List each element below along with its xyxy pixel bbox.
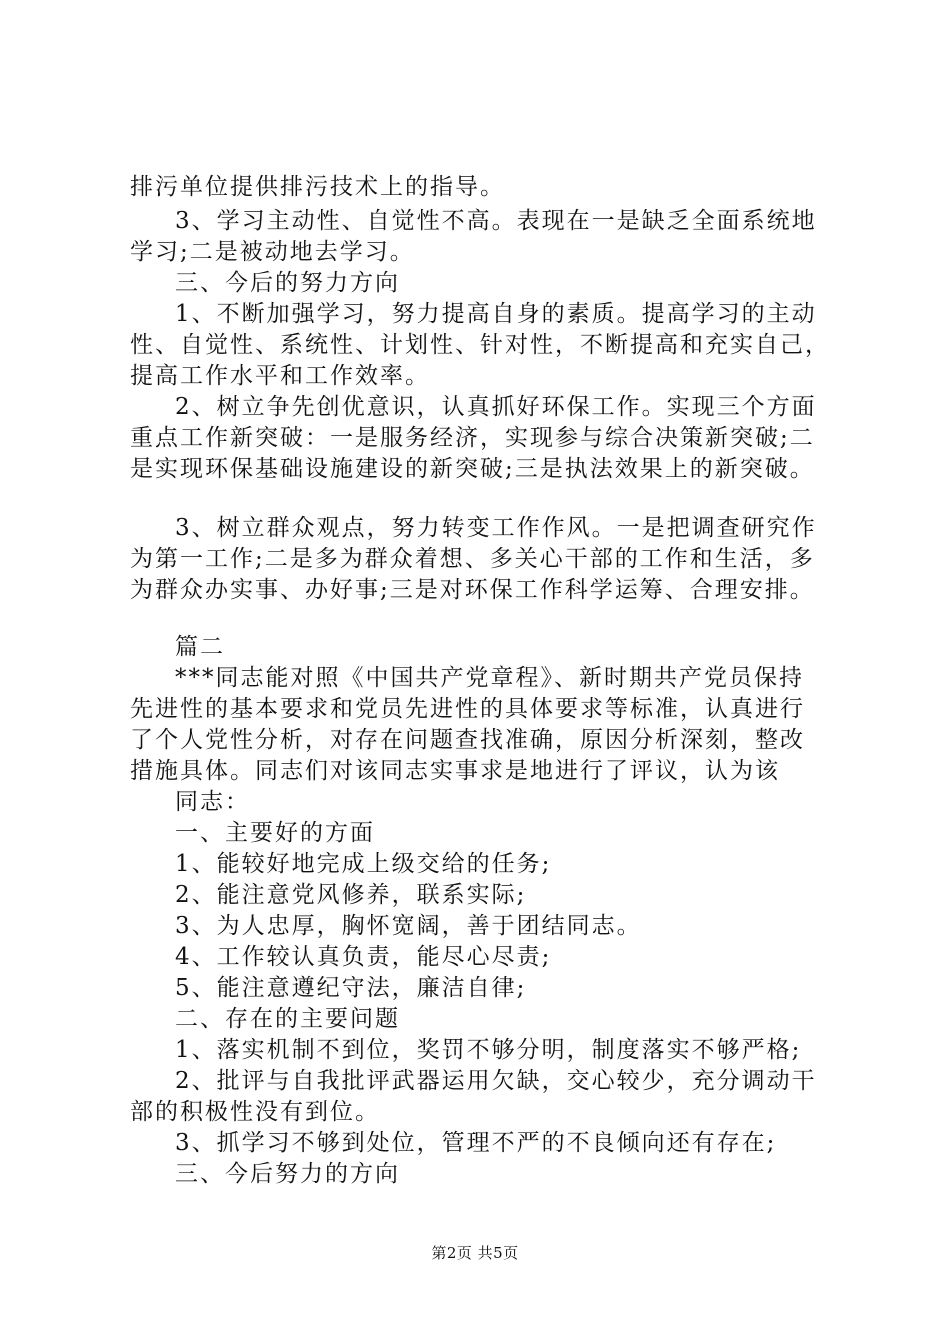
- text-line: 1、不断加强学习，努力提高自身的素质。提高学习的主动: [175, 301, 817, 327]
- text-line: ***同志能对照《中国共产党章程》、新时期共产党员保持: [175, 665, 804, 691]
- list-item: 1、落实机制不到位，奖罚不够分明，制度落实不够严格;: [175, 1037, 802, 1063]
- text-line: 排污单位提供排污技术上的指导。: [130, 174, 505, 200]
- text-line: 为第一工作;二是多为群众着想、多关心干部的工作和生活，多: [130, 546, 815, 572]
- text-line: 3、树立群众观点，努力转变工作作风。一是把调查研究作: [175, 515, 817, 541]
- text-line: 2、树立争先创优意识，认真抓好环保工作。实现三个方面: [175, 394, 817, 420]
- list-item: 3、为人忠厚，胸怀宽阔，善于团结同志。: [175, 913, 642, 939]
- list-item: 2、批评与自我批评武器运用欠缺，交心较少，充分调动干: [175, 1068, 817, 1094]
- text-line: 是实现环保基础设施建设的新突破;三是执法效果上的新突破。: [130, 456, 815, 482]
- page-number-footer: 第2页 共5页: [431, 1244, 519, 1262]
- list-item: 4、工作较认真负责，能尽心尽责;: [175, 944, 552, 970]
- section-heading: 一、主要好的方面: [175, 820, 375, 846]
- section-heading: 二、存在的主要问题: [175, 1006, 400, 1032]
- section-heading: 三、今后努力的方向: [175, 1161, 400, 1187]
- list-item: 1、能较好地完成上级交给的任务;: [175, 851, 552, 877]
- text-line: 性、自觉性、系统性、计划性、针对性，不断提高和充实自己，: [130, 332, 830, 358]
- list-item: 5、能注意遵纪守法，廉洁自律;: [175, 975, 527, 1001]
- text-line: 了个人党性分析，对存在问题查找准确，原因分析深刻，整改: [130, 727, 805, 753]
- text-line: 学习;二是被动地去学习。: [130, 239, 415, 265]
- section-heading: 篇二: [175, 634, 225, 660]
- list-item: 2、能注意党风修养，联系实际;: [175, 882, 527, 908]
- text-line: 先进性的基本要求和党员先进性的具体要求等标准，认真进行: [130, 696, 805, 722]
- text-line: 同志：: [175, 789, 250, 815]
- section-heading: 三、今后的努力方向: [175, 270, 400, 296]
- list-item: 3、抓学习不够到处位，管理不严的不良倾向还有存在;: [175, 1130, 777, 1156]
- text-line: 提高工作水平和工作效率。: [130, 363, 430, 389]
- text-line: 重点工作新突破：一是服务经济，实现参与综合决策新突破;二: [130, 425, 815, 451]
- text-line: 部的积极性没有到位。: [130, 1099, 380, 1125]
- text-line: 为群众办实事、办好事;三是对环保工作科学运筹、合理安排。: [130, 577, 815, 603]
- text-line: 措施具体。同志们对该同志实事求是地进行了评议，认为该: [130, 758, 780, 784]
- text-line: 3、学习主动性、自觉性不高。表现在一是缺乏全面系统地: [175, 208, 817, 234]
